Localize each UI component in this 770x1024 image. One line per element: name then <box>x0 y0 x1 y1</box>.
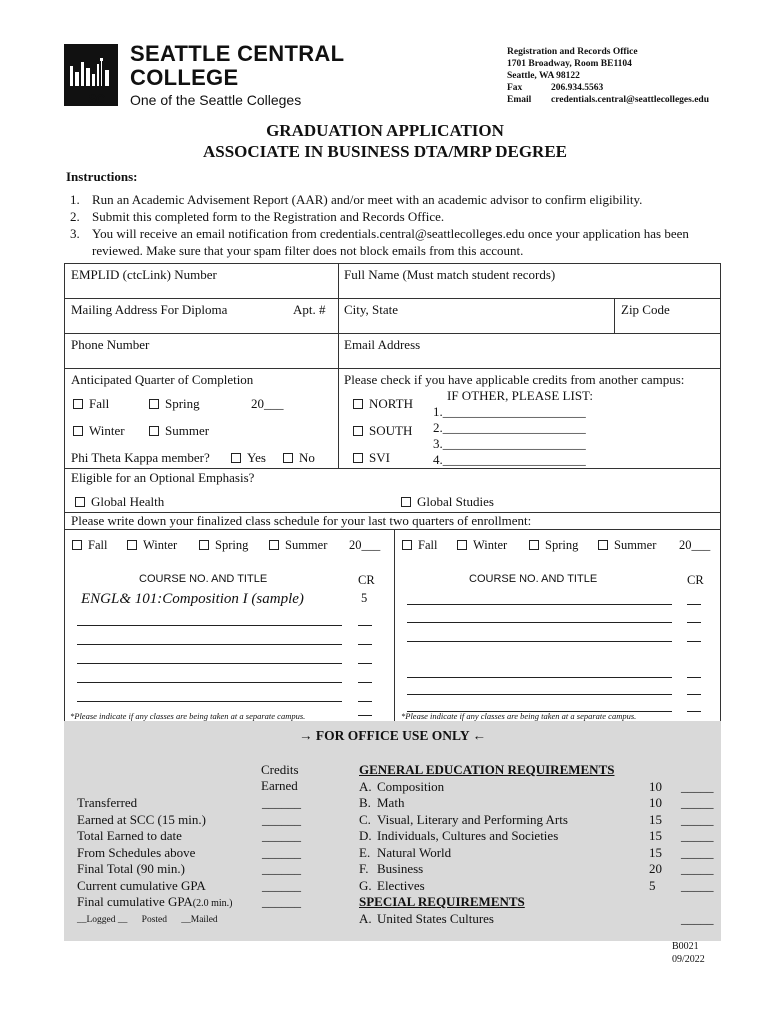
office-row: From Schedules above <box>77 844 196 860</box>
logged-posted-mailed: __Logged __ Posted __Mailed <box>77 914 218 925</box>
right-winter-checkbox[interactable]: Winter <box>457 538 507 553</box>
form-code: B0021 <box>672 941 699 952</box>
left-spring-checkbox[interactable]: Spring <box>199 538 248 553</box>
office-row: Total Earned to date <box>77 828 182 843</box>
office-credit-blanks: ______ ______ ______ ______ ______ ______ ______ <box>262 795 301 909</box>
emplid-field[interactable]: EMPLID (ctcLink) Number <box>64 263 339 299</box>
left-summer-checkbox[interactable]: Summer <box>269 538 327 553</box>
phone-field[interactable]: Phone Number <box>64 333 339 369</box>
mailing-address-field[interactable]: Mailing Address For Diploma Apt. # <box>64 298 339 334</box>
instruction-item: 2. Submit this completed form to the Registration and Records Office. <box>70 209 445 224</box>
city-state-field[interactable]: City, State <box>338 298 615 334</box>
right-separate-note: *Please indicate if any classes are being taken at a separate campus. <box>401 711 637 721</box>
emphasis-section: Eligible for an Optional Emphasis? Global Health Global Studies <box>64 468 721 513</box>
office-address2: Seattle, WA 98122 <box>507 71 580 81</box>
right-spring-checkbox[interactable]: Spring <box>529 538 578 553</box>
credits-earned-header: Credits Earned <box>261 762 299 793</box>
fax-number: 206.934.5563 <box>551 83 604 93</box>
college-name <box>130 42 344 90</box>
email-field[interactable]: Email Address <box>338 333 721 369</box>
college-name-line1: SEATTLE CENTRAL <box>130 41 345 66</box>
form-footer <box>672 940 705 966</box>
form-title: GRADUATION APPLICATION <box>266 121 504 140</box>
north-checkbox[interactable]: NORTH <box>353 396 413 412</box>
right-year-field[interactable]: 20___ <box>679 538 711 552</box>
office-row: Current cumulative GPA <box>77 877 206 893</box>
completion-quarter-section: Anticipated Quarter of Completion Fall Spring 20___ Winter Summer Phi Theta Kappa member? Yes No <box>64 368 339 469</box>
gen-ed-row: A. Composition 10 _____ <box>359 778 714 794</box>
gen-ed-row: E. Natural World 15 _____ <box>359 844 714 860</box>
full-name-field[interactable]: Full Name (Must match student records) <box>338 263 721 299</box>
sample-credits: 5 <box>361 591 368 605</box>
college-mark: SC <box>88 92 105 106</box>
right-summer-checkbox[interactable]: Summer <box>598 538 656 553</box>
spring-checkbox[interactable]: Spring <box>149 396 200 412</box>
office-contact <box>507 46 709 106</box>
schedule-right <box>394 529 721 722</box>
office-address1: 1701 Broadway, Room BE1104 <box>507 59 632 69</box>
office-credits-list <box>77 795 233 928</box>
left-separate-note: *Please indicate if any classes are being taken at a separate campus. <box>70 711 306 721</box>
office-email: credentials.central@seattlecolleges.edu <box>551 95 709 105</box>
gen-ed-heading: GENERAL EDUCATION REQUIREMENTS <box>359 762 615 777</box>
other-campus-1[interactable]: 1.______________________ <box>433 404 586 419</box>
right-course-header: COURSE NO. AND TITLE <box>469 573 598 585</box>
schedule-left <box>64 529 395 722</box>
ptk-label: Phi Theta Kappa member? <box>71 450 210 465</box>
schedule-label-row: Please write down your finalized class schedule for your last two quarters of enrollment: <box>64 512 721 530</box>
gen-ed-row: F. Business 20 _____ <box>359 861 714 876</box>
ptk-no-checkbox[interactable]: No <box>283 450 315 466</box>
office-row: Earned at SCC (15 min.) <box>77 811 206 827</box>
gen-ed-row: B. Math 10 _____ <box>359 795 714 810</box>
email-label: Email <box>507 95 532 105</box>
other-campus-section: Please check if you have applicable credits from another campus: NORTH SOUTH SVI IF OTHER, PLEASE LIST: 1.______________________ 2.______________________ 3.______________________ 4.______________________ <box>338 368 721 469</box>
left-course-header: COURSE NO. AND TITLE <box>139 573 268 585</box>
right-cr-header: CR <box>687 573 704 587</box>
gen-ed-row: G. Electives 5 _____ <box>359 877 714 893</box>
sample-course: ENGL& 101:Composition I (sample) <box>81 591 304 607</box>
special-row: A. United States Cultures _____ <box>359 910 714 926</box>
global-health-checkbox[interactable]: Global Health <box>75 494 164 510</box>
office-row: Final cumulative GPA(2.0 min.) <box>77 894 233 909</box>
fax-label: Fax <box>507 83 523 93</box>
form-date: 09/2022 <box>672 954 705 965</box>
office-title: Registration and Records Office <box>507 47 638 57</box>
zip-code-field[interactable]: Zip Code <box>614 298 721 334</box>
summer-checkbox[interactable]: Summer <box>149 423 209 439</box>
apt-label: Apt. # <box>293 302 326 317</box>
office-row: Final Total (90 min.) <box>77 861 185 876</box>
other-campus-3[interactable]: 3.______________________ <box>433 436 586 451</box>
instructions-list <box>70 191 710 259</box>
svi-checkbox[interactable]: SVI <box>353 450 390 466</box>
gen-ed-requirements <box>359 762 719 927</box>
office-use-panel <box>64 721 721 941</box>
south-checkbox[interactable]: SOUTH <box>353 423 412 439</box>
left-winter-checkbox[interactable]: Winter <box>127 538 177 553</box>
left-year-field[interactable]: 20___ <box>349 538 381 552</box>
right-fall-checkbox[interactable]: Fall <box>402 538 437 553</box>
college-name-line2: COLLEGE <box>130 65 239 90</box>
gen-ed-row: C. Visual, Literary and Performing Arts 15 _____ <box>359 811 714 827</box>
gen-ed-row: D. Individuals, Cultures and Societies 15 _____ <box>359 828 714 843</box>
office-use-heading: → FOR OFFICE USE ONLY ← <box>299 728 486 743</box>
form-subtitle: ASSOCIATE IN BUSINESS DTA/MRP DEGREE <box>202 142 567 161</box>
left-fall-checkbox[interactable]: Fall <box>72 538 107 553</box>
other-campus-4[interactable]: 4.______________________ <box>433 452 586 467</box>
fall-checkbox[interactable]: Fall <box>73 396 109 412</box>
instruction-item: 1. Run an Academic Advisement Report (AAR) and/or meet with an academic advisor to confirm eligibility. <box>70 192 643 207</box>
college-tagline: One of the Seattle Colleges <box>130 92 302 108</box>
special-heading: SPECIAL REQUIREMENTS <box>359 894 525 909</box>
other-list-label: IF OTHER, PLEASE LIST: <box>447 388 593 403</box>
instructions-heading: Instructions: <box>66 169 138 184</box>
ptk-yes-checkbox[interactable]: Yes <box>231 450 266 466</box>
office-row: Transferred <box>77 795 138 810</box>
year-field[interactable]: 20___ <box>251 396 284 411</box>
global-studies-checkbox[interactable]: Global Studies <box>401 494 494 510</box>
left-cr-header: CR <box>358 573 375 587</box>
instruction-item: 3. You will receive an email notification from credentials.central@seattlecolleges.edu once your application has been reviewed. Make sure that your spam filter does not block emails from this account. <box>70 226 689 258</box>
winter-checkbox[interactable]: Winter <box>73 423 125 439</box>
other-campus-2[interactable]: 2.______________________ <box>433 420 586 435</box>
